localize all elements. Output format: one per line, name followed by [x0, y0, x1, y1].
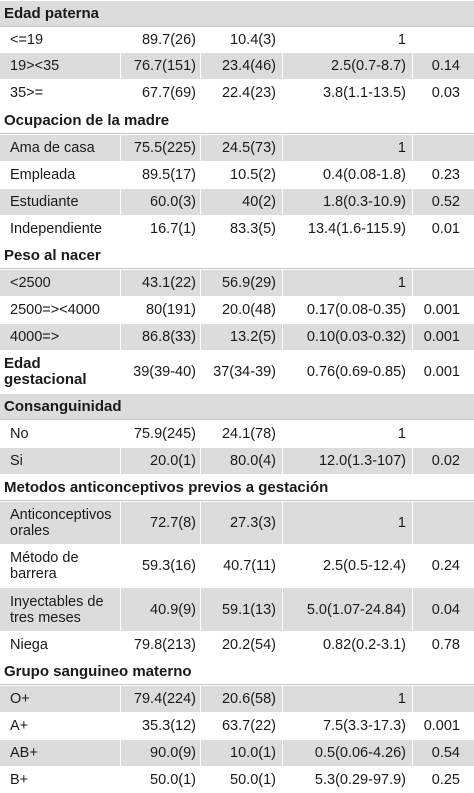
percent-group-a-cell: 79.4(224) [120, 686, 200, 712]
percent-group-b-cell: 27.3(3) [200, 502, 282, 544]
odds-ratio-cell: 0.4(0.08-1.8) [282, 162, 412, 188]
p-value-cell [412, 502, 472, 544]
table-row [0, 420, 474, 447]
p-value-cell: 0.23 [412, 162, 472, 188]
row-label-cell: <=19 [10, 32, 44, 48]
percent-group-b-cell: 10.0(1) [200, 740, 282, 766]
row-label-cell: Inyectables de tres meses [10, 593, 104, 626]
row-label-cell: AB+ [10, 745, 38, 761]
p-value-cell: 0.02 [412, 448, 472, 474]
table-row [0, 296, 474, 323]
table-row [0, 134, 474, 161]
percent-group-b-cell: 13.2(5) [200, 324, 282, 350]
percent-group-b-cell: 80.0(4) [200, 448, 282, 474]
odds-ratio-cell: 1 [282, 270, 412, 296]
table-row [0, 712, 474, 739]
percent-group-b-cell: 23.4(46) [200, 53, 282, 79]
percent-group-b-cell: 24.5(73) [200, 135, 282, 161]
p-value-cell: 0.001 [412, 324, 472, 350]
odds-ratio-cell: 5.3(0.29-97.9) [282, 767, 412, 793]
percent-group-a-cell: 90.0(9) [120, 740, 200, 766]
table-row [0, 685, 474, 712]
odds-ratio-cell: 1.8(0.3-10.9) [282, 189, 412, 215]
row-label-cell: 35>= [10, 85, 44, 101]
percent-group-a-cell: 89.7(26) [120, 28, 200, 52]
row-label-cell: 4000=> [10, 329, 60, 345]
percent-group-b-cell: 63.7(22) [200, 713, 282, 739]
odds-ratio-cell: 0.76(0.69-0.85) [282, 351, 412, 393]
p-value-cell [412, 686, 472, 712]
percent-group-a-cell: 50.0(1) [120, 767, 200, 793]
table-row [0, 544, 474, 587]
table-row [0, 739, 474, 766]
percent-group-a-cell: 20.0(1) [120, 448, 200, 474]
row-label-cell: Estudiante [10, 194, 79, 210]
odds-ratio-cell: 1 [282, 135, 412, 161]
percent-group-a-cell: 80(191) [120, 297, 200, 323]
percent-group-a-cell: 59.3(16) [120, 545, 200, 587]
table-row [0, 631, 474, 658]
percent-group-a-cell: 79.8(213) [120, 632, 200, 658]
row-label-cell: Empleada [10, 167, 76, 183]
row-label-cell: <2500 [10, 275, 51, 291]
table-row [0, 215, 474, 242]
row-label-cell: No [10, 426, 29, 442]
row-label-cell: A+ [10, 718, 29, 734]
section-header: Metodos anticonceptivos previos a gestación [0, 474, 474, 501]
table-row [0, 161, 474, 188]
percent-group-a-cell: 43.1(22) [120, 270, 200, 296]
percent-group-a-cell: 76.7(151) [120, 53, 200, 79]
percent-group-b-cell: 24.1(78) [200, 421, 282, 447]
p-value-cell: 0.04 [412, 588, 472, 631]
section-header: Grupo sanguineo materno [0, 658, 474, 685]
table-row [0, 350, 474, 393]
section-header: Peso al nacer [0, 242, 474, 269]
percent-group-a-cell: 86.8(33) [120, 324, 200, 350]
row-label-cell: Anticonceptivos orales [10, 507, 112, 539]
table-row [0, 188, 474, 215]
row-label-cell: B+ [10, 772, 29, 788]
percent-group-b-cell: 56.9(29) [200, 270, 282, 296]
p-value-cell [412, 270, 472, 296]
section-header: Edad paterna [0, 0, 474, 27]
row-label-cell: Método de barrera [10, 550, 79, 582]
p-value-cell: 0.24 [412, 545, 472, 587]
odds-ratio-cell: 0.17(0.08-0.35) [282, 297, 412, 323]
percent-group-a-cell: 89.5(17) [120, 162, 200, 188]
p-value-cell: 0.01 [412, 216, 472, 242]
odds-ratio-cell: 0.10(0.03-0.32) [282, 324, 412, 350]
odds-ratio-cell: 12.0(1.3-107) [282, 448, 412, 474]
p-value-cell: 0.03 [412, 80, 472, 106]
percent-group-b-cell: 59.1(13) [200, 588, 282, 631]
odds-ratio-cell: 2.5(0.5-12.4) [282, 545, 412, 587]
row-label-cell: Edad gestacional [4, 355, 87, 388]
p-value-cell: 0.78 [412, 632, 472, 658]
odds-ratio-cell: 1 [282, 686, 412, 712]
table-row [0, 269, 474, 296]
p-value-cell: 0.25 [412, 767, 472, 793]
odds-ratio-cell: 13.4(1.6-115.9) [282, 216, 412, 242]
table-row [0, 79, 474, 106]
row-label-cell: Ama de casa [10, 140, 95, 156]
percent-group-a-cell: 75.9(245) [120, 421, 200, 447]
odds-ratio-cell: 0.82(0.2-3.1) [282, 632, 412, 658]
odds-ratio-cell: 2.5(0.7-8.7) [282, 53, 412, 79]
percent-group-b-cell: 20.0(48) [200, 297, 282, 323]
p-value-cell [412, 421, 472, 447]
odds-ratio-cell: 1 [282, 502, 412, 544]
p-value-cell: 0.001 [412, 351, 472, 393]
p-value-cell [412, 28, 472, 52]
section-header: Ocupacion de la madre [0, 106, 474, 134]
row-label-cell: Si [10, 453, 23, 469]
row-label-cell: 19><35 [10, 58, 60, 74]
row-label-cell: 2500=><4000 [10, 302, 100, 318]
percent-group-b-cell: 50.0(1) [200, 767, 282, 793]
p-value-cell: 0.001 [412, 297, 472, 323]
table-row [0, 447, 474, 474]
percent-group-a-cell: 16.7(1) [120, 216, 200, 242]
percent-group-b-cell: 20.2(54) [200, 632, 282, 658]
percent-group-a-cell: 40.9(9) [120, 588, 200, 631]
odds-ratio-cell: 1 [282, 28, 412, 52]
percent-group-a-cell: 39(39-40) [120, 351, 200, 393]
percent-group-a-cell: 67.7(69) [120, 80, 200, 106]
table-row [0, 587, 474, 631]
odds-ratio-cell: 3.8(1.1-13.5) [282, 80, 412, 106]
percent-group-b-cell: 10.4(3) [200, 28, 282, 52]
p-value-cell [412, 135, 472, 161]
table-row [0, 52, 474, 79]
percent-group-b-cell: 22.4(23) [200, 80, 282, 106]
p-value-cell: 0.001 [412, 713, 472, 739]
percent-group-b-cell: 40.7(11) [200, 545, 282, 587]
section-header: Consanguinidad [0, 393, 474, 420]
odds-ratio-cell: 7.5(3.3-17.3) [282, 713, 412, 739]
percent-group-a-cell: 75.5(225) [120, 135, 200, 161]
table-row [0, 27, 474, 52]
p-value-cell: 0.54 [412, 740, 472, 766]
table-row [0, 323, 474, 350]
percent-group-a-cell: 72.7(8) [120, 502, 200, 544]
percent-group-a-cell: 35.3(12) [120, 713, 200, 739]
table-row [0, 501, 474, 544]
percent-group-b-cell: 83.3(5) [200, 216, 282, 242]
row-label-cell: O+ [10, 691, 30, 707]
percent-group-a-cell: 60.0(3) [120, 189, 200, 215]
odds-ratio-cell: 5.0(1.07-24.84) [282, 588, 412, 631]
p-value-cell: 0.52 [412, 189, 472, 215]
percent-group-b-cell: 20.6(58) [200, 686, 282, 712]
percent-group-b-cell: 40(2) [200, 189, 282, 215]
percent-group-b-cell: 10.5(2) [200, 162, 282, 188]
percent-group-b-cell: 37(34-39) [200, 351, 282, 393]
row-label-cell: Niega [10, 637, 48, 653]
odds-ratio-cell: 1 [282, 421, 412, 447]
p-value-cell: 0.14 [412, 53, 472, 79]
row-label-cell: Independiente [10, 221, 102, 237]
odds-ratio-cell: 0.5(0.06-4.26) [282, 740, 412, 766]
